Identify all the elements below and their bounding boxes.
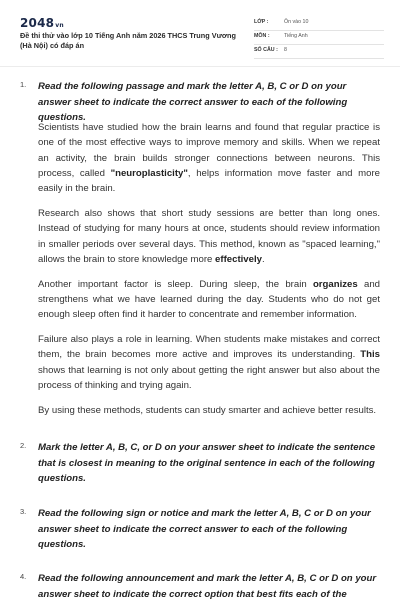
question-number: 4. <box>20 572 27 581</box>
question-prompt: Read the following announcement and mark the letter A, B, C or D on your answer sheet to indicate the correct option that best fits each of the <box>38 573 377 600</box>
passage-bold-term: effectively <box>215 253 262 265</box>
site-logo[interactable] <box>20 16 64 30</box>
passage-bold-term: organizes <box>312 278 358 290</box>
passage-bold-term: This <box>360 349 380 361</box>
passage-text: Research also shows that short study sessions are better than long ones. Instead of studying for many hours at once, students should review information in smaller periods over several days. This method, known as "spaced learning," allows the brain to store knowledge more <box>38 207 380 265</box>
meta-row-subject <box>254 31 384 45</box>
question-prompt: Mark the letter A, B, C, or D on your answer sheet to indicate the sentence that is closest in meaning to the original sentence in each of the following questions. <box>38 442 376 484</box>
reading-passage <box>38 120 380 428</box>
passage-bold-term: "neuroplasticity" <box>110 167 188 179</box>
passage-text: Failure also plays a role in learning. When students make mistakes and correct them, the brain becomes more active and improves its understanding. <box>38 334 380 361</box>
passage-paragraph <box>38 403 380 418</box>
passage-text: and strengthens what we have learned during the day. Students who do not get enough sleep often find it harder to concentrate and remember information. <box>38 278 380 321</box>
meta-key: LỚP : <box>254 19 269 25</box>
logo-suffix: vn <box>55 22 64 29</box>
page-header <box>0 0 400 64</box>
passage-text: Another important factor is sleep. During sleep, the brain <box>38 278 313 290</box>
passage-paragraph <box>38 277 380 323</box>
question-number: 2. <box>20 441 27 450</box>
question-number: 1. <box>20 80 27 89</box>
question-prompt: Read the following sign or notice and mark the letter A, B, C or D on your answer sheet to indicate the correct answer to each of the following questions. <box>38 508 371 550</box>
passage-text: , helps information move faster and more easily in the brain. <box>38 167 380 195</box>
meta-row-class <box>254 17 384 31</box>
passage-paragraph <box>38 120 380 196</box>
passage-paragraph <box>38 206 380 267</box>
exam-meta <box>254 17 384 59</box>
exam-title: Đề thi thử vào lớp 10 Tiếng Anh năm 2026 THCS Trung Vương (Hà Nội) có đáp án <box>20 31 236 50</box>
meta-value: Tiếng Anh <box>284 33 308 39</box>
meta-key: SỐ CÂU : <box>254 47 278 53</box>
question-prompt: Read the following passage and mark the letter A, B, C or D on your answer sheet to indicate the correct answer to each of the following questions. <box>38 81 348 123</box>
meta-value: Ôn vào 10 <box>284 19 309 25</box>
header-divider <box>0 66 400 67</box>
meta-row-question-count <box>254 45 384 59</box>
meta-value: 8 <box>284 47 287 53</box>
passage-text: shows that learning is not only about getting the right answer but also about the process of thinking and trying again. <box>38 364 380 391</box>
passage-text: By using these methods, students can study smarter and achieve better results. <box>38 404 377 416</box>
meta-key: MÔN : <box>254 33 270 39</box>
passage-text: Scientists have studied how the brain learns and found that regular practice is one of the most effective ways to improve memory and skills. When we repeat an activity, the brain builds stronger connections between neurons. This process, called <box>38 122 380 179</box>
question-number: 3. <box>20 507 27 516</box>
passage-paragraph <box>38 332 380 393</box>
logo-text: 2048 <box>20 16 55 30</box>
passage-text: . <box>261 253 265 265</box>
